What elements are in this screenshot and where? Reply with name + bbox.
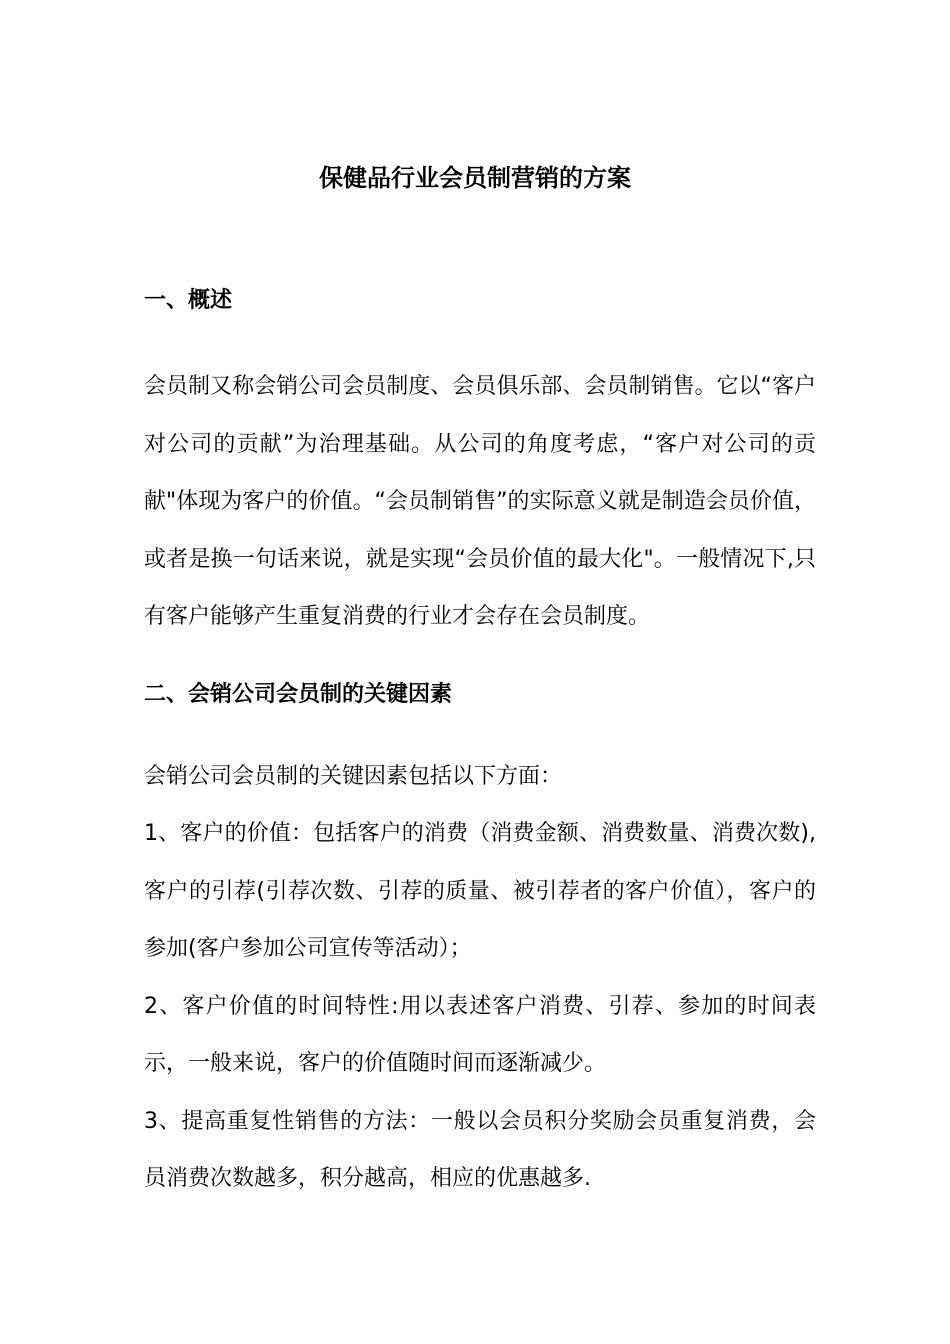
section-heading-key-factors: 二、会销公司会员制的关键因素 (144, 681, 453, 707)
list-item: 3、提高重复性销售的方法：一般以会员积分奖励会员重复消费，会员消费次数越多，积分越高，相应的优惠越多. (144, 1108, 816, 1191)
list-item: 1、客户的价值：包括客户的消费（消费金额、消费数量、消费次数),客户的引荐(引荐次数、引荐的质量、被引荐者的客户价值），客户的参加(客户参加公司宣传等活动）； (144, 821, 816, 961)
document-title: 保健品行业会员制营销的方案 (319, 164, 631, 192)
list-item: 2、客户价值的时间特性:用以表述客户消费、引荐、参加的时间表示，一般来说，客户的价值随时间而逐渐减少。 (144, 993, 816, 1076)
section-heading-overview: 一、概述 (144, 288, 233, 313)
key-factors-intro: 会销公司会员制的关键因素包括以下方面： (144, 763, 563, 789)
overview-paragraph: 会员制又称会销公司会员制度、会员俱乐部、会员制销售。它以“客户对公司的贡献”为治理基础。从公司的角度考虑，“客户对公司的贡献"体现为客户的价值。“会员制销售”的实际意义就是制造会员价值，或者是换一句话来说，就是实现“会员价值的最大化"。一般情况下,只有客户能够产生重复消费的行业才会存在会员制度。 (144, 374, 816, 629)
document-body (144, 284, 816, 1208)
